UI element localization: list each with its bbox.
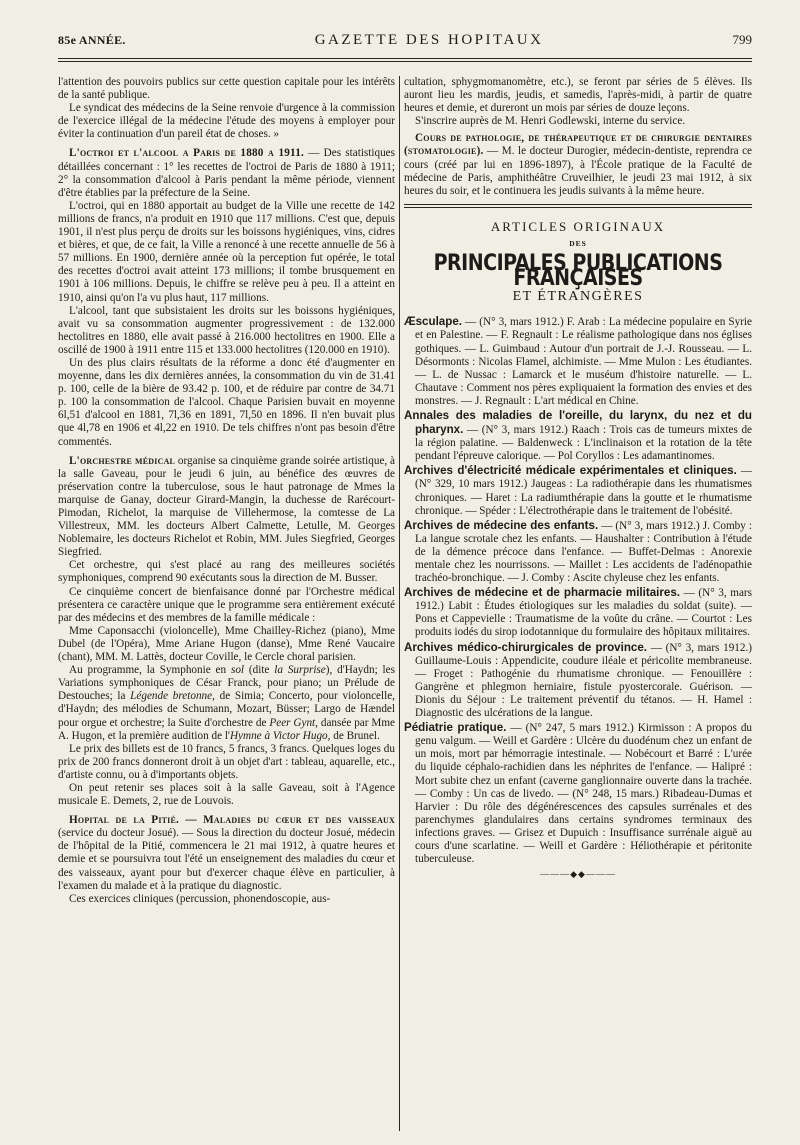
text-run: (dite: [244, 664, 275, 677]
list-item: [404, 315, 752, 408]
paragraph: Ces exercices cliniques (percussion, phonendoscopie, aus-: [69, 892, 331, 905]
text-run: ), d'Haydn; les Variations symphoniques de César Franck, pour piano; un Prélude de Destouches; la: [58, 664, 395, 703]
list-item: [404, 641, 752, 721]
paragraph: Le prix des billets est de 10 francs, 5 francs, 3 francs. Quelques loges du prix de 200 francs donneront droit à un objet d'art : tableau, aquarelle, etc., d'artiste connu, ou à d'importants objets.: [58, 742, 395, 781]
year-label: 85e ANNÉE.: [58, 33, 126, 47]
articles-title-des: DES: [569, 238, 587, 248]
entry-title: Pédiatrie pratique.: [404, 721, 507, 735]
end-ornament: ———◆◆———: [540, 869, 616, 880]
entry-text: — (N° 3, mars 1912.) Guillaume-Louis : Appendicite, coudure iléale et péricolite membraneuse. — Froget : Pathogénie du rhumatisme chronique. — Fenouillère : Gangrène et phlegmon herniaire, fistule pyostercorale. Guérison. — Dionis du Séjour : Le traitement préventif du tétanos. — H. Hamel : Diagnostic des ulcérations de la langue.: [415, 641, 752, 720]
entry-text: — (N° 3, mars 1912.) Labit : Études étiologiques sur les maladies du soldat (suite). — Pons et Cappevielle : Traumatisme de la voûte du crâne. — Courtot : Les produits iodés du sirop iodotannique du formulaire des hôpitaux militaires.: [415, 587, 752, 639]
list-item: [404, 409, 752, 463]
left-column: [58, 76, 395, 1136]
text-run: , de Brunel.: [327, 729, 380, 742]
entry-title: Æsculape.: [404, 315, 462, 329]
list-item: [404, 519, 752, 585]
paragraph: Le syndicat des médecins de la Seine renvoie d'urgence à la commission de l'exercice illégal de la médecine l'étude des moyens à employer pour éviter la continuation d'un pareil état de choses. »: [58, 102, 395, 141]
pitie-article: [58, 814, 395, 893]
paragraph: L'alcool, tant que subsistaient les droits sur les boissons hygiéniques, avait vu sa consommation augmenter progressivement : de 132.000 hectolitres en 1880, elle avait passé à 216.000 hectolitres en 1900. Elle a oscillé de 1900 à 1911 entre 115 et 133.000 hectolitres (120.000 en 1910).: [58, 304, 395, 356]
paragraph: Mme Caponsacchi (violoncelle), Mme Chailley-Richez (piano), Mme Dubel (de l'Opéra), Mme Ariane Hugon (danse), Mme René Vaucaire (chant), MM. M. Lattès, docteur Coville, le Cercle choral parisien.: [58, 624, 395, 664]
paragraph: Cet orchestre, qui s'est placé au rang des meilleures sociétés symphoniques, comprend 90 exécutants sous la direction de M. Busser.: [58, 559, 395, 585]
paragraph-text: (service du docteur Josué). — Sous la direction du docteur Josué, médecin de l'hôpital de la Pitié, commencera le 21 mai 1912, à quatre heures et demie et se poursuivra tout l'été un enseignement des maladies du cœur et des vaisseaux, ayant pour but d'exercer chaque élève en particulier, à l'examen du malade et à la pratique du diagnostic.: [58, 827, 395, 892]
text-run: Au programme, la Symphonie en: [69, 664, 231, 677]
entry-title: Archives d'électricité médicale expérimentales et cliniques.: [404, 464, 737, 478]
section-heading: Cours de pathologie, de thérapeutique et de chirurgie dentaires (stomatologie).: [404, 132, 752, 158]
page-header: [58, 32, 752, 56]
text-run: , dansée par Mme A. Hugon, et la première audition de l': [58, 716, 395, 742]
column-divider: [399, 76, 400, 1131]
articles-title-sub: ET ÉTRANGÈRES: [512, 289, 644, 305]
entry-text: — (N° 3, mars 1912.) Raach : Trois cas de tumeurs mixtes de la région palatine. — Baldenweck : L'inclinaison et la rotation de la tête pendant l'épreuve calorique. — Pol Coryllos : Les adamantinomes.: [415, 424, 752, 463]
entries-list: [404, 315, 752, 866]
entry-text: — (N° 247, 5 mars 1912.) Kirmisson : A propos du genu valgum. — Weill et Gardère : Ulcère du duodénum chez un enfant de un mois, mort par hémorragie intestinale. — Nobécourt et Barré : L'urée du liquide céphalo-rachidien dans les néphrites de l'enfance. — Halipré : Mort subite chez un enfant (caverne ganglionnaire ouverte dans la trachée. — Comby : Un cas de livedo. — (N° 248, 15 mars.) Ribadeau-Dumas et Harvier : Du rôle des dégénérescences des capsules surrénales et des parenchymes glandulaires dans certains syndromes terminaux des infections graves. — Grisez et Dupuich : Insuffisance surrénale aiguë au cours d'une scarlatine. — Weill et Gardère : Héliothérapie et péritonite tuberculeuse.: [415, 722, 752, 866]
journal-title: GAZETTE DES HOPITAUX: [314, 32, 544, 48]
list-item: [404, 721, 752, 866]
entry-title: Annales des maladies de l'oreille, du larynx, du nez et du pharynx.: [404, 408, 752, 437]
entry-text: — (N° 329, 10 mars 1912.) Jaugeas : La radiothérapie dans les rhumatismes chroniques. — Haret : La radiumthérapie dans la goutte et le rhumatisme chronique. — Spéder : L'électrothérapie dans le traitement de l'obésité.: [415, 465, 752, 517]
entry-text: — (N° 3, mars 1912.) J. Comby : La langue scrotale chez les enfants. — Haushalter : Contribution à l'étude de la démence précoce dans l'enfance. — Buffet-Delmas : Anorexie mentale chez les nourrissons. — Maillet : Les accidents de l'adénopathie trachéo-bronchique. — J. Comby : Ascite chyleuse chez les enfants.: [415, 519, 752, 585]
paragraph: Un des plus clairs résultats de la réforme a donc été d'augmenter en moyenne, dans les dix dernières années, la consommation du vin de 31.41 p. 100, celle de la bière de 93.42 p. 100, et de réduire par contre de 34.71 p. 100 la consommation de l'alcool. Chaque Parisien buvait en moyenne 6l,51 d'alcool en 1881, 7l,36 en 1891, 7l,50 en 1896. Il n'en buvait plus que 4l,78 en 1906 et 4l,22 en 1910. De tels chiffres n'ont pas besoin d'être commentés.: [58, 356, 395, 448]
entry-title: Archives de médecine des enfants.: [404, 518, 599, 532]
section-heading: L'orchestre médical: [69, 454, 176, 467]
paragraph: Ce cinquième concert de bienfaisance donné par l'Orchestre médical présentera ce caractère unique que le programme sera entièrement exécuté par des médecins et des membres de la famille médicale :: [58, 585, 395, 624]
articles-title: ARTICLES ORIGINAUX: [490, 218, 666, 234]
program-paragraph: [58, 664, 395, 743]
text-run: Hymne à Victor Hugo: [229, 729, 328, 742]
cours-article: [404, 132, 752, 197]
list-item: [404, 464, 752, 517]
section-separator: [404, 204, 752, 208]
list-item: [404, 586, 752, 639]
octroi-article: [58, 147, 395, 199]
paragraph: On peut retenir ses places soit à la salle Gaveau, soit à l'Agence musicale E. Demets, 2, rue de Louvois.: [58, 781, 395, 808]
paragraph: cultation, sphygmomanomètre, etc.), se feront par séries de 5 élèves. Ils auront lieu les mardis, jeudis, et samedis, l'après-midi, à partir de quatre heures et demie, et dureront un mois par séries de douze leçons.: [404, 76, 752, 115]
page-number: 799: [732, 32, 752, 47]
text-run: Peer Gynt: [269, 716, 316, 729]
paragraph-text: organise sa cinquième grande soirée artistique, à la salle Gaveau, pour le jeudi 6 juin, au bénéfice des œuvres de préservation contre la tuberculose, sous le haut patronage de Mmes la marquise de Ganay, docteur Girard-Mangin, la duchesse de Rarécourt-Pimodan, Richelot, la marquise de Villehermose, la comtesse de La Villestreux, MM. les docteurs Albert Calmette, Letulle, M. Georges Noblemaire, les docteurs Richelot et Robin, MM. Jules Siegfried, Georges Siegfried.: [58, 454, 395, 559]
orchestre-article: [58, 455, 395, 560]
paragraph: L'octroi, qui en 1880 apportait au budget de la Ville une recette de 142 millions de francs, n'a produit en 1910 que 117 millions. C'est que, depuis 1901, il n'est plus perçu de droits sur les boissons hygiéniques, vins, cidres et bières, et que, de ce fait, la Ville a renoncé à une recette annuelle de 56 à 57 millions. En 1900, dernière année où la perception fut opérée, le total des recettes d'octroi avait atteint 173 millions; il tombe brusquement en 1901 à 106 millions. Depuis, le chiffre se relève peu à peu. Il a atteint en 1910, ainsi qu'on l'a vu plus haut, 117 millions.: [58, 199, 395, 304]
text-run: , de Simia; Concerto, pour violoncelle, d'Haydn; des mélodies de Schumann, Mozart, Büsser; Largo de Hændel pour orgue et orchestre; la Suite d'orchestre de: [58, 690, 395, 729]
text-run: sol: [230, 664, 245, 677]
entry-text: — (N° 3, mars 1912.) F. Arab : La médecine populaire en Syrie et en Palestine. — F. Regnault : Le réalisme pathologique dans nos églises gothiques. — L. Guimbaud : Autour d'un portrait de J.-J. Rousseau. — L. Désormonts : Nicolas Flamel, alchimiste. — Mme Mulon : Les étudiantes. — L. de Nussac : Lamarck et le muséum d'histoire naturelle. — L. Chautave : Comment nos pères expliquaient la formation des envies et des monstres. — J. Regnault : L'art médical en Chine.: [415, 316, 752, 407]
paragraph: S'inscrire auprès de M. Henri Godlewski, interne du service.: [415, 115, 686, 128]
entry-title: Archives de médecine et de pharmacie militaires.: [404, 586, 681, 600]
text-run: la Surprise: [274, 664, 326, 677]
paragraph-text: — Des statistiques détaillées concernant : 1° les recettes de l'octroi de Paris de 1880 à 1911; 2° la consommation d'alcool à Paris pendant la même période, viennent d'être établies par la préfecture de la Seine.: [58, 147, 395, 199]
paragraph: l'attention des pouvoirs publics sur cette question capitale pour les intérêts de la santé publique.: [58, 76, 395, 102]
text-run: Légende bretonne: [130, 690, 213, 703]
header-rule-secondary: [58, 61, 752, 62]
paragraph-text: — M. le docteur Durogier, médecin-dentiste, reprendra ce cours (créé par lui en 1896-1897), à l'École pratique de la Faculté de médecine de Paris, amphithéâtre Cruveilhier, le jeudi 23 mai 1912, à six heures du soir, et le continuera les jeudis suivants à la même heure.: [404, 145, 752, 197]
section-heading: Hopital de la Pitié. — Maladies du cœur et des vaisseaux: [69, 814, 395, 827]
header-rule: [58, 58, 752, 59]
right-column: [404, 76, 752, 1136]
section-heading: L'octroi et l'alcool a Paris de 1880 a 1911.: [69, 147, 304, 160]
entry-title: Archives médico-chirurgicales de province.: [404, 640, 648, 654]
articles-title-main: PRINCIPALES PUBLICATIONS FRANÇAISES: [433, 250, 723, 291]
